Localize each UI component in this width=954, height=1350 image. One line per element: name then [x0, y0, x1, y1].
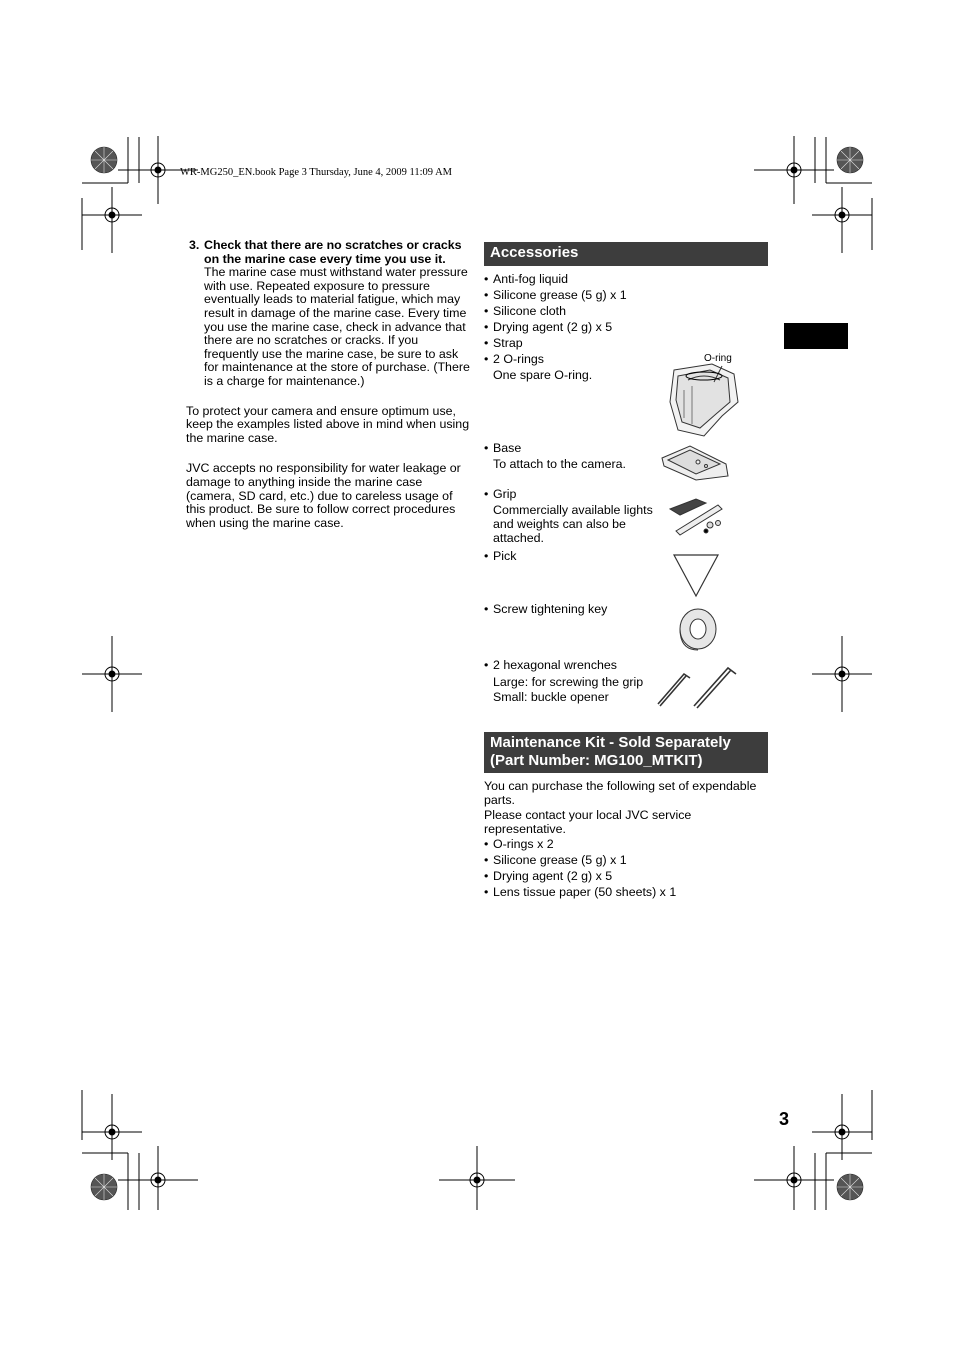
maintenance-item: • Silicone grease (5 g) x 1 [484, 853, 627, 867]
accessory-note: One spare O-ring. [493, 368, 593, 382]
base-illustration [660, 442, 730, 482]
accessories-heading: Accessories [484, 242, 768, 266]
maintenance-intro [484, 779, 768, 836]
maintenance-title-line1: Maintenance Kit - Sold Separately [490, 734, 731, 751]
accessory-note: Commercially available lights and weights can also be attached. [493, 503, 653, 545]
accessory-item: • Grip [484, 487, 517, 501]
step-body: The marine case must withstand water pressure with use. Repeated exposure to pressure eventually leads to material fatigue, which may result in damage of the marine case. Every time you use the marine case, check in advance that there are no scratches or cracks. If you frequently use the marine case, be sure to ask for maintenance at the store of purchase. (There is a charge for maintenance.) [204, 265, 470, 388]
accessory-note: Small: buckle opener [493, 690, 609, 704]
o-ring-case-illustration [664, 362, 744, 440]
accessory-item: • Drying agent (2 g) x 5 [484, 320, 613, 334]
care-paragraph: To protect your camera and ensure optimum use, keep the examples listed above in mind when using the marine case. [186, 403, 470, 445]
accessory-item: • Anti-fog liquid [484, 272, 569, 286]
grip-illustration [666, 491, 728, 537]
accessory-note: Large: for screwing the grip [493, 675, 644, 689]
step-number: 3. [189, 238, 200, 252]
maintenance-title-line2: (Part Number: MG100_MTKIT) [490, 752, 703, 769]
accessory-item: • 2 hexagonal wrenches [484, 658, 617, 672]
o-ring-label: O-ring [704, 353, 732, 364]
book-info-header: WR-MG250_EN.book Page 3 Thursday, June 4, 2009 11:09 AM [180, 167, 453, 178]
maintenance-kit-heading [484, 732, 768, 773]
maintenance-item: • Drying agent (2 g) x 5 [484, 869, 613, 883]
maintenance-item: • Lens tissue paper (50 sheets) x 1 [484, 885, 677, 899]
accessory-item: • Silicone cloth [484, 304, 567, 318]
left-column [186, 239, 470, 530]
accessory-item: • Silicone grease (5 g) x 1 [484, 288, 627, 302]
page-number: 3 [779, 1109, 790, 1129]
accessory-item: • Pick [484, 549, 517, 563]
accessory-item: • Strap [484, 336, 523, 350]
step-3 [186, 239, 470, 389]
step-heading: Check that there are no scratches or cracks on the marine case every time you use it. [204, 238, 462, 266]
maintenance-intro-1: You can purchase the following set of expendable parts. [484, 779, 757, 807]
maintenance-intro-2: Please contact your local JVC service representative. [484, 808, 692, 836]
screw-tightening-key-illustration [676, 606, 718, 652]
chapter-tab [784, 323, 848, 349]
accessory-note: To attach to the camera. [493, 457, 626, 471]
maintenance-item: • O-rings x 2 [484, 837, 554, 851]
pick-illustration [672, 553, 720, 598]
accessory-item: • Screw tightening key [484, 602, 608, 616]
accessory-item: • Base [484, 441, 522, 455]
responsibility-paragraph: JVC accepts no responsibility for water leakage or damage to anything inside the marine case (camera, SD card, etc.) due to careless usage of this product. Be sure to follow correct procedures when using the marine case. [186, 461, 461, 530]
accessory-item: • 2 O-rings [484, 352, 544, 366]
hexagonal-wrenches-illustration [654, 662, 740, 712]
